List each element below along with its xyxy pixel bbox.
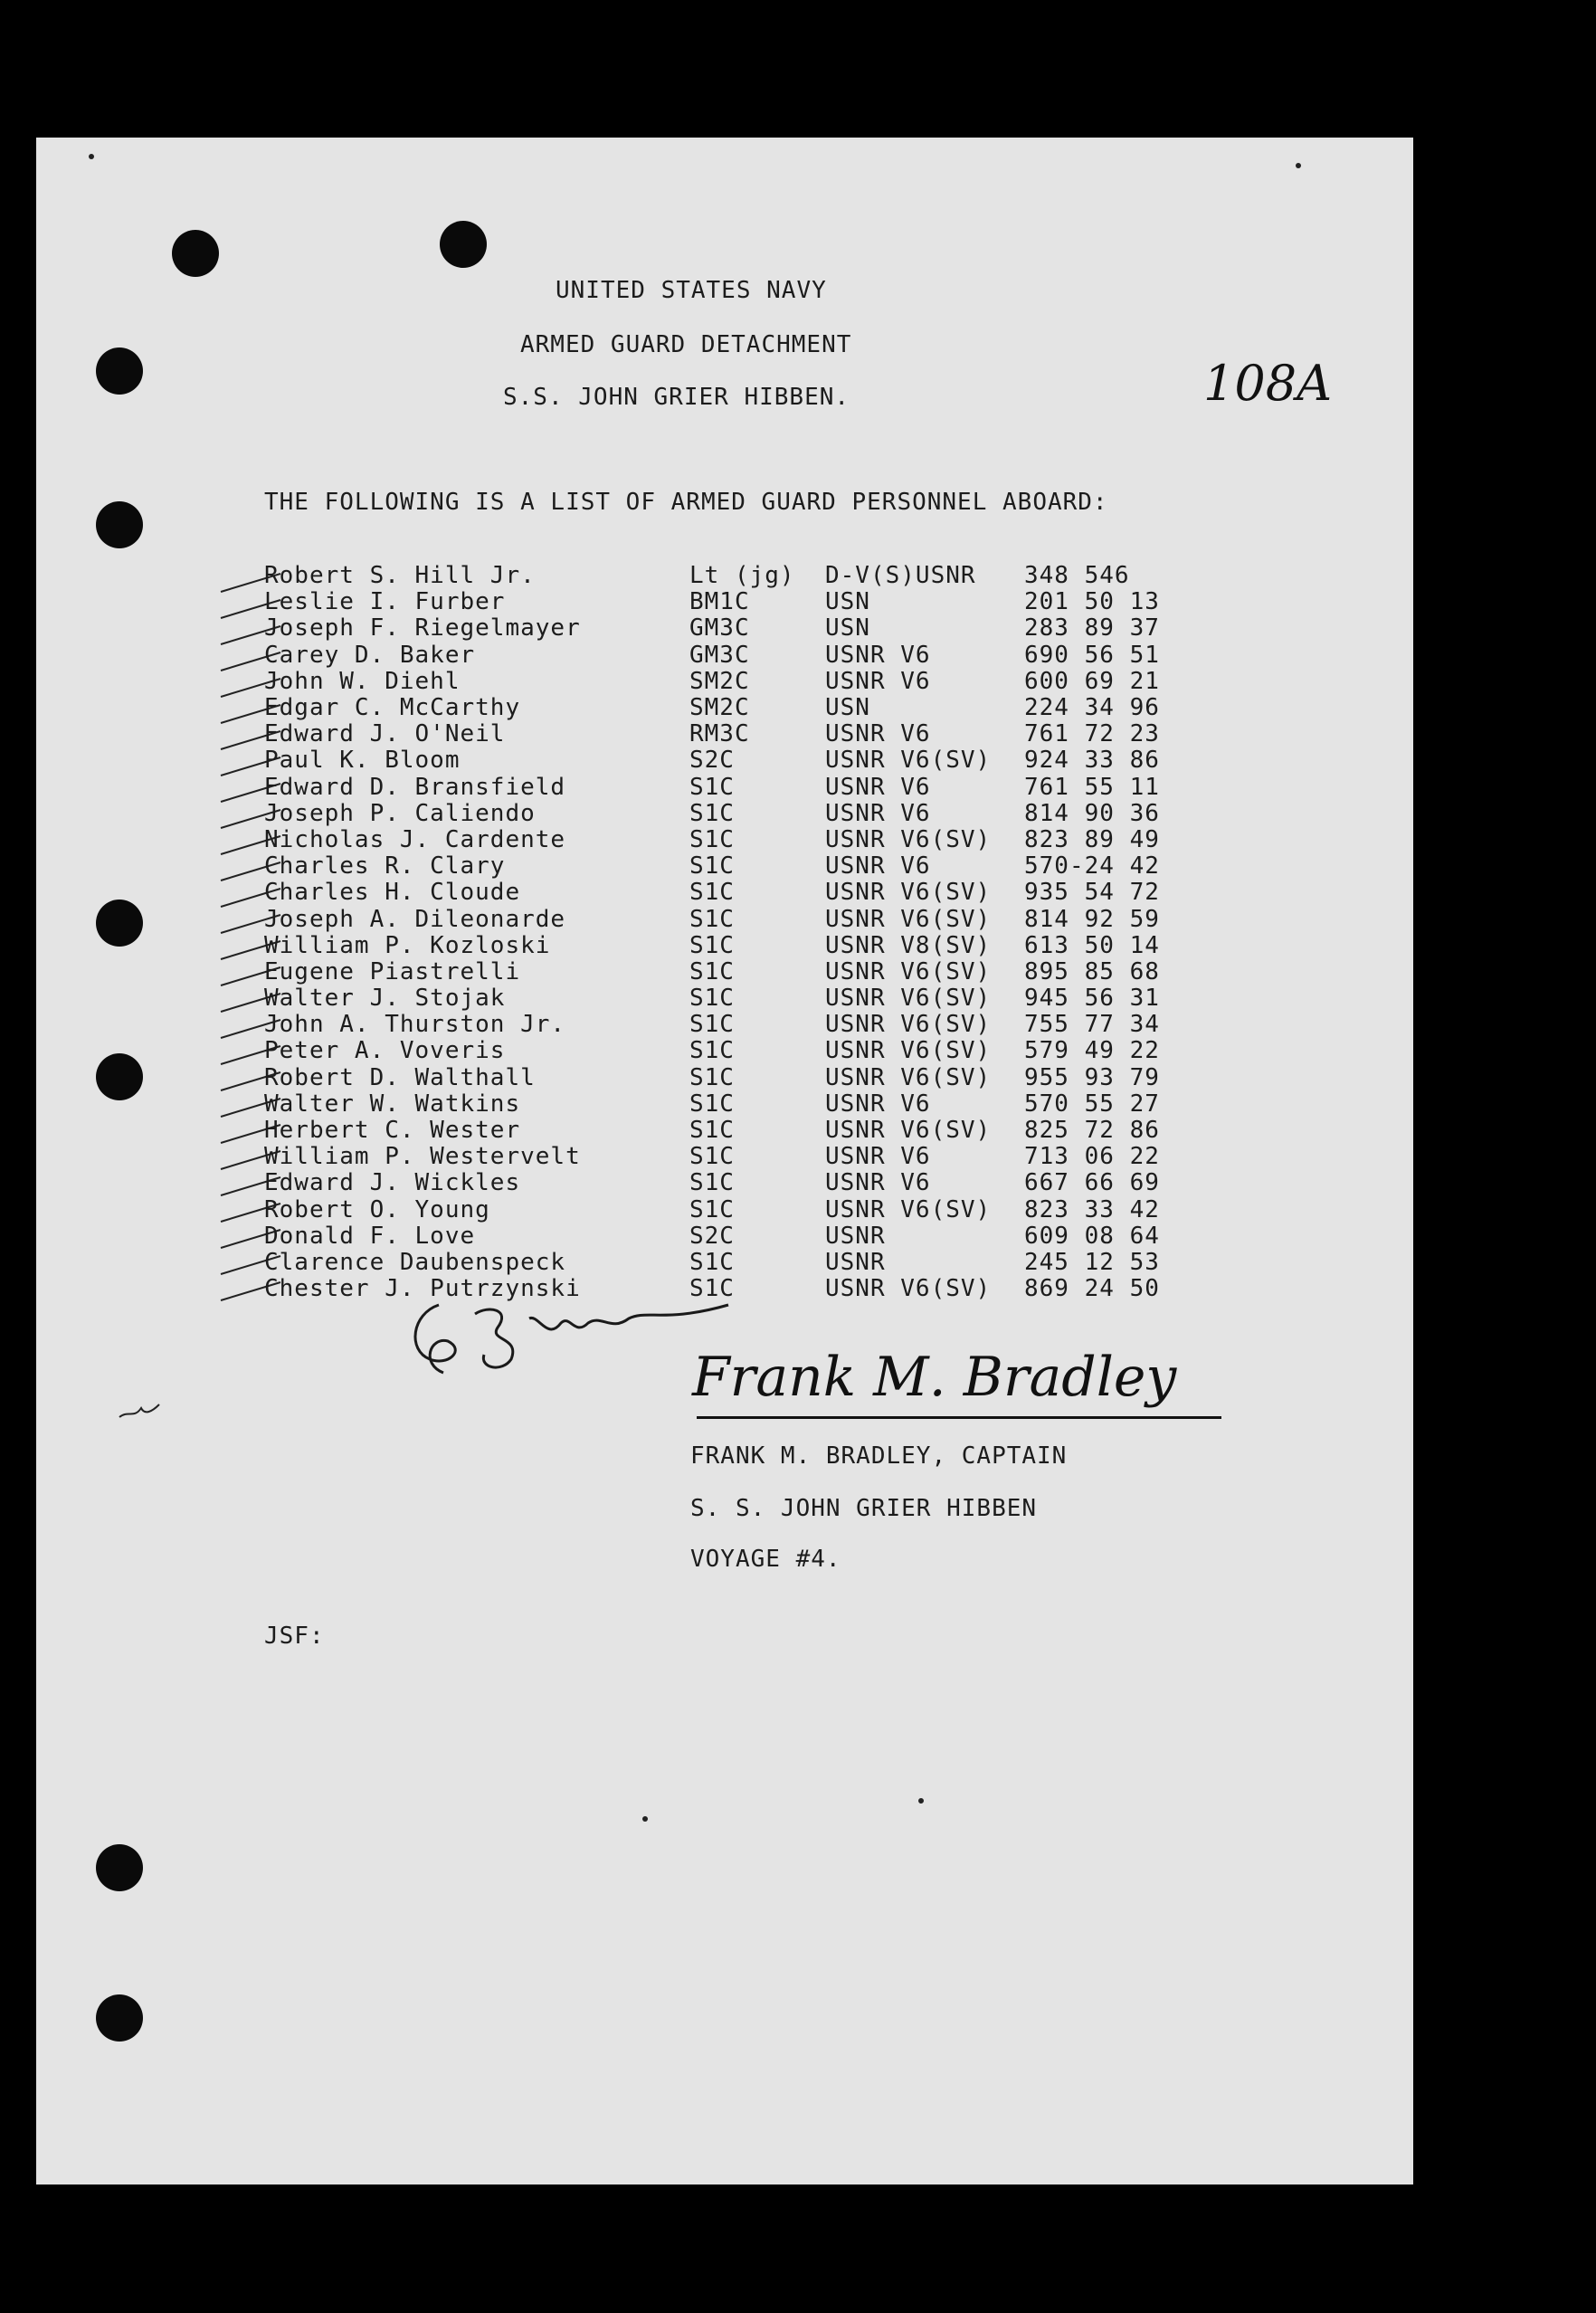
service-number: 600 69 21	[1024, 667, 1160, 695]
rate-cell: GM3C	[689, 614, 750, 642]
rate-cell: S1C	[689, 1037, 735, 1065]
rate-cell: S1C	[689, 1090, 735, 1118]
service-number: 570 55 27	[1024, 1090, 1160, 1118]
person-name: Joseph P. Caliendo	[264, 799, 536, 827]
rate-cell: S1C	[689, 799, 735, 827]
rate-cell: SM2C	[689, 667, 750, 695]
table-row	[264, 801, 1241, 827]
branch-cell: USN	[825, 588, 870, 616]
table-row	[264, 906, 1241, 932]
service-number: 755 77 34	[1024, 1011, 1160, 1039]
rate-cell: S1C	[689, 1063, 735, 1091]
rate-cell: S2C	[689, 747, 735, 775]
table-row	[264, 1038, 1241, 1064]
service-number: 945 56 31	[1024, 985, 1160, 1013]
person-name: Joseph A. Dileonarde	[264, 905, 566, 933]
branch-cell: USNR V6(SV)	[825, 747, 992, 775]
person-name: Edward J. Wickles	[264, 1169, 521, 1197]
rate-cell: S1C	[689, 1195, 735, 1223]
service-number: 570-24 42	[1024, 852, 1160, 880]
captain-name-title: FRANK M. BRADLEY, CAPTAIN	[690, 1442, 1068, 1470]
person-name: William P. Westervelt	[264, 1143, 581, 1171]
person-name: Joseph F. Riegelmayer	[264, 614, 581, 642]
table-row	[264, 1144, 1241, 1170]
rate-cell: Lt (jg)	[689, 562, 795, 590]
binder-hole	[96, 501, 143, 548]
rate-cell: S1C	[689, 957, 735, 985]
signature-line	[697, 1416, 1221, 1419]
person-name: Walter W. Watkins	[264, 1090, 521, 1118]
branch-cell: USNR V6	[825, 799, 931, 827]
speck	[89, 154, 94, 159]
table-row	[264, 1012, 1241, 1038]
person-name: Donald F. Love	[264, 1222, 476, 1250]
header-line-3: S.S. JOHN GRIER HIBBEN.	[503, 384, 850, 411]
branch-cell: USNR V6(SV)	[825, 1063, 992, 1091]
person-name: Nicholas J. Cardente	[264, 825, 566, 853]
person-name: Robert O. Young	[264, 1195, 490, 1223]
binder-hole	[96, 347, 143, 395]
service-number: 348 546	[1024, 562, 1130, 590]
table-row	[264, 933, 1241, 959]
service-number: 283 89 37	[1024, 614, 1160, 642]
service-number: 935 54 72	[1024, 879, 1160, 907]
header-line-1: UNITED STATES NAVY	[556, 277, 827, 304]
speck	[642, 1816, 648, 1822]
service-number: 667 66 69	[1024, 1169, 1160, 1197]
branch-cell: USNR V6(SV)	[825, 985, 992, 1013]
rate-cell: SM2C	[689, 694, 750, 722]
service-number: 823 33 42	[1024, 1195, 1160, 1223]
captain-signature: Frank M. Bradley	[692, 1346, 1177, 1409]
branch-cell: USNR	[825, 1222, 886, 1250]
branch-cell: USNR V8(SV)	[825, 931, 992, 959]
rate-cell: S1C	[689, 931, 735, 959]
branch-cell: USN	[825, 694, 870, 722]
branch-cell: USNR V6(SV)	[825, 825, 992, 853]
person-name: Herbert C. Wester	[264, 1117, 521, 1145]
rate-cell: S1C	[689, 1143, 735, 1171]
branch-cell: USNR V6	[825, 1169, 931, 1197]
service-number: 869 24 50	[1024, 1275, 1160, 1303]
service-number: 761 72 23	[1024, 720, 1160, 748]
rate-cell: BM1C	[689, 588, 750, 616]
binder-hole	[96, 1844, 143, 1891]
branch-cell: USNR V6	[825, 852, 931, 880]
table-row	[264, 563, 1241, 589]
table-row	[264, 1250, 1241, 1276]
person-name: John A. Thurston Jr.	[264, 1011, 566, 1039]
speck	[1296, 163, 1301, 168]
person-name: John W. Diehl	[264, 667, 461, 695]
person-name: Edward J. O'Neil	[264, 720, 506, 748]
rate-cell: RM3C	[689, 720, 750, 748]
table-row	[264, 747, 1241, 774]
service-number: 814 92 59	[1024, 905, 1160, 933]
branch-cell: USNR V6	[825, 641, 931, 669]
binder-hole	[440, 221, 487, 268]
table-row	[264, 1065, 1241, 1091]
branch-cell: USNR V6(SV)	[825, 1195, 992, 1223]
intro-text: THE FOLLOWING IS A LIST OF ARMED GUARD PERSONNEL ABOARD:	[264, 489, 1108, 516]
person-name: Charles H. Cloude	[264, 879, 521, 907]
person-name: Edgar C. McCarthy	[264, 694, 521, 722]
person-name: Leslie I. Furber	[264, 588, 506, 616]
person-name: Paul K. Bloom	[264, 747, 461, 775]
branch-cell: USNR V6	[825, 773, 931, 801]
margin-mark	[118, 1397, 163, 1424]
rate-cell: S1C	[689, 852, 735, 880]
person-name: Robert D. Walthall	[264, 1063, 536, 1091]
person-name: Robert S. Hill Jr.	[264, 562, 536, 590]
table-row	[264, 827, 1241, 853]
ship-name: S. S. JOHN GRIER HIBBEN	[690, 1495, 1038, 1522]
rate-cell: S1C	[689, 905, 735, 933]
voyage-number: VOYAGE #4.	[690, 1546, 841, 1573]
table-row	[264, 1118, 1241, 1144]
table-row	[264, 959, 1241, 985]
service-number: 924 33 86	[1024, 747, 1160, 775]
branch-cell: USNR V6(SV)	[825, 1037, 992, 1065]
service-number: 609 08 64	[1024, 1222, 1160, 1250]
rate-cell: S1C	[689, 1011, 735, 1039]
table-row	[264, 669, 1241, 695]
service-number: 761 55 11	[1024, 773, 1160, 801]
service-number: 690 56 51	[1024, 641, 1160, 669]
service-number: 579 49 22	[1024, 1037, 1160, 1065]
person-name: Peter A. Voveris	[264, 1037, 506, 1065]
page-number: 108A	[1203, 355, 1333, 412]
binder-hole	[96, 900, 143, 947]
person-name: Charles R. Clary	[264, 852, 506, 880]
service-number: 814 90 36	[1024, 799, 1160, 827]
table-row	[264, 1197, 1241, 1223]
rate-cell: S1C	[689, 1275, 735, 1303]
binder-hole	[96, 1994, 143, 2042]
person-name: Chester J. Putrzynski	[264, 1275, 581, 1303]
personnel-table	[264, 563, 1241, 1302]
table-row	[264, 853, 1241, 880]
person-name: William P. Kozloski	[264, 931, 551, 959]
table-row	[264, 721, 1241, 747]
branch-cell: USNR V6(SV)	[825, 1117, 992, 1145]
rate-cell: S1C	[689, 1169, 735, 1197]
branch-cell: USNR V6(SV)	[825, 879, 992, 907]
service-number: 224 34 96	[1024, 694, 1160, 722]
table-row	[264, 1091, 1241, 1118]
service-number: 713 06 22	[1024, 1143, 1160, 1171]
document-page	[36, 138, 1413, 2184]
branch-cell: D-V(S)USNR	[825, 562, 976, 590]
table-row	[264, 1170, 1241, 1196]
table-row	[264, 775, 1241, 801]
rate-cell: S1C	[689, 773, 735, 801]
branch-cell: USNR V6(SV)	[825, 1011, 992, 1039]
branch-cell: USNR V6	[825, 1090, 931, 1118]
table-row	[264, 642, 1241, 669]
person-name: Carey D. Baker	[264, 641, 476, 669]
branch-cell: USNR V6(SV)	[825, 957, 992, 985]
typist-initials: JSF:	[264, 1623, 325, 1650]
service-number: 823 89 49	[1024, 825, 1160, 853]
service-number: 201 50 13	[1024, 588, 1160, 616]
person-name: Walter J. Stojak	[264, 985, 506, 1013]
service-number: 613 50 14	[1024, 931, 1160, 959]
rate-cell: GM3C	[689, 641, 750, 669]
table-row	[264, 1223, 1241, 1250]
branch-cell: USN	[825, 614, 870, 642]
branch-cell: USNR V6(SV)	[825, 905, 992, 933]
table-row	[264, 615, 1241, 642]
service-number: 825 72 86	[1024, 1117, 1160, 1145]
person-name: Eugene Piastrelli	[264, 957, 521, 985]
rate-cell: S2C	[689, 1222, 735, 1250]
rate-cell: S1C	[689, 985, 735, 1013]
branch-cell: USNR V6	[825, 720, 931, 748]
rate-cell: S1C	[689, 825, 735, 853]
table-row	[264, 985, 1241, 1012]
rate-cell: S1C	[689, 879, 735, 907]
branch-cell: USNR V6	[825, 667, 931, 695]
header-line-2: ARMED GUARD DETACHMENT	[520, 331, 852, 358]
service-number: 955 93 79	[1024, 1063, 1160, 1091]
table-row	[264, 880, 1241, 906]
person-name: Edward D. Bransfield	[264, 773, 566, 801]
branch-cell: USNR	[825, 1248, 886, 1276]
speck	[918, 1798, 924, 1804]
branch-cell: USNR V6	[825, 1143, 931, 1171]
person-name: Clarence Daubenspeck	[264, 1248, 566, 1276]
branch-cell: USNR V6(SV)	[825, 1275, 992, 1303]
rate-cell: S1C	[689, 1248, 735, 1276]
service-number: 245 12 53	[1024, 1248, 1160, 1276]
table-row	[264, 695, 1241, 721]
table-row	[264, 589, 1241, 615]
rate-cell: S1C	[689, 1117, 735, 1145]
service-number: 895 85 68	[1024, 957, 1160, 985]
binder-hole	[172, 230, 219, 277]
binder-hole	[96, 1053, 143, 1100]
